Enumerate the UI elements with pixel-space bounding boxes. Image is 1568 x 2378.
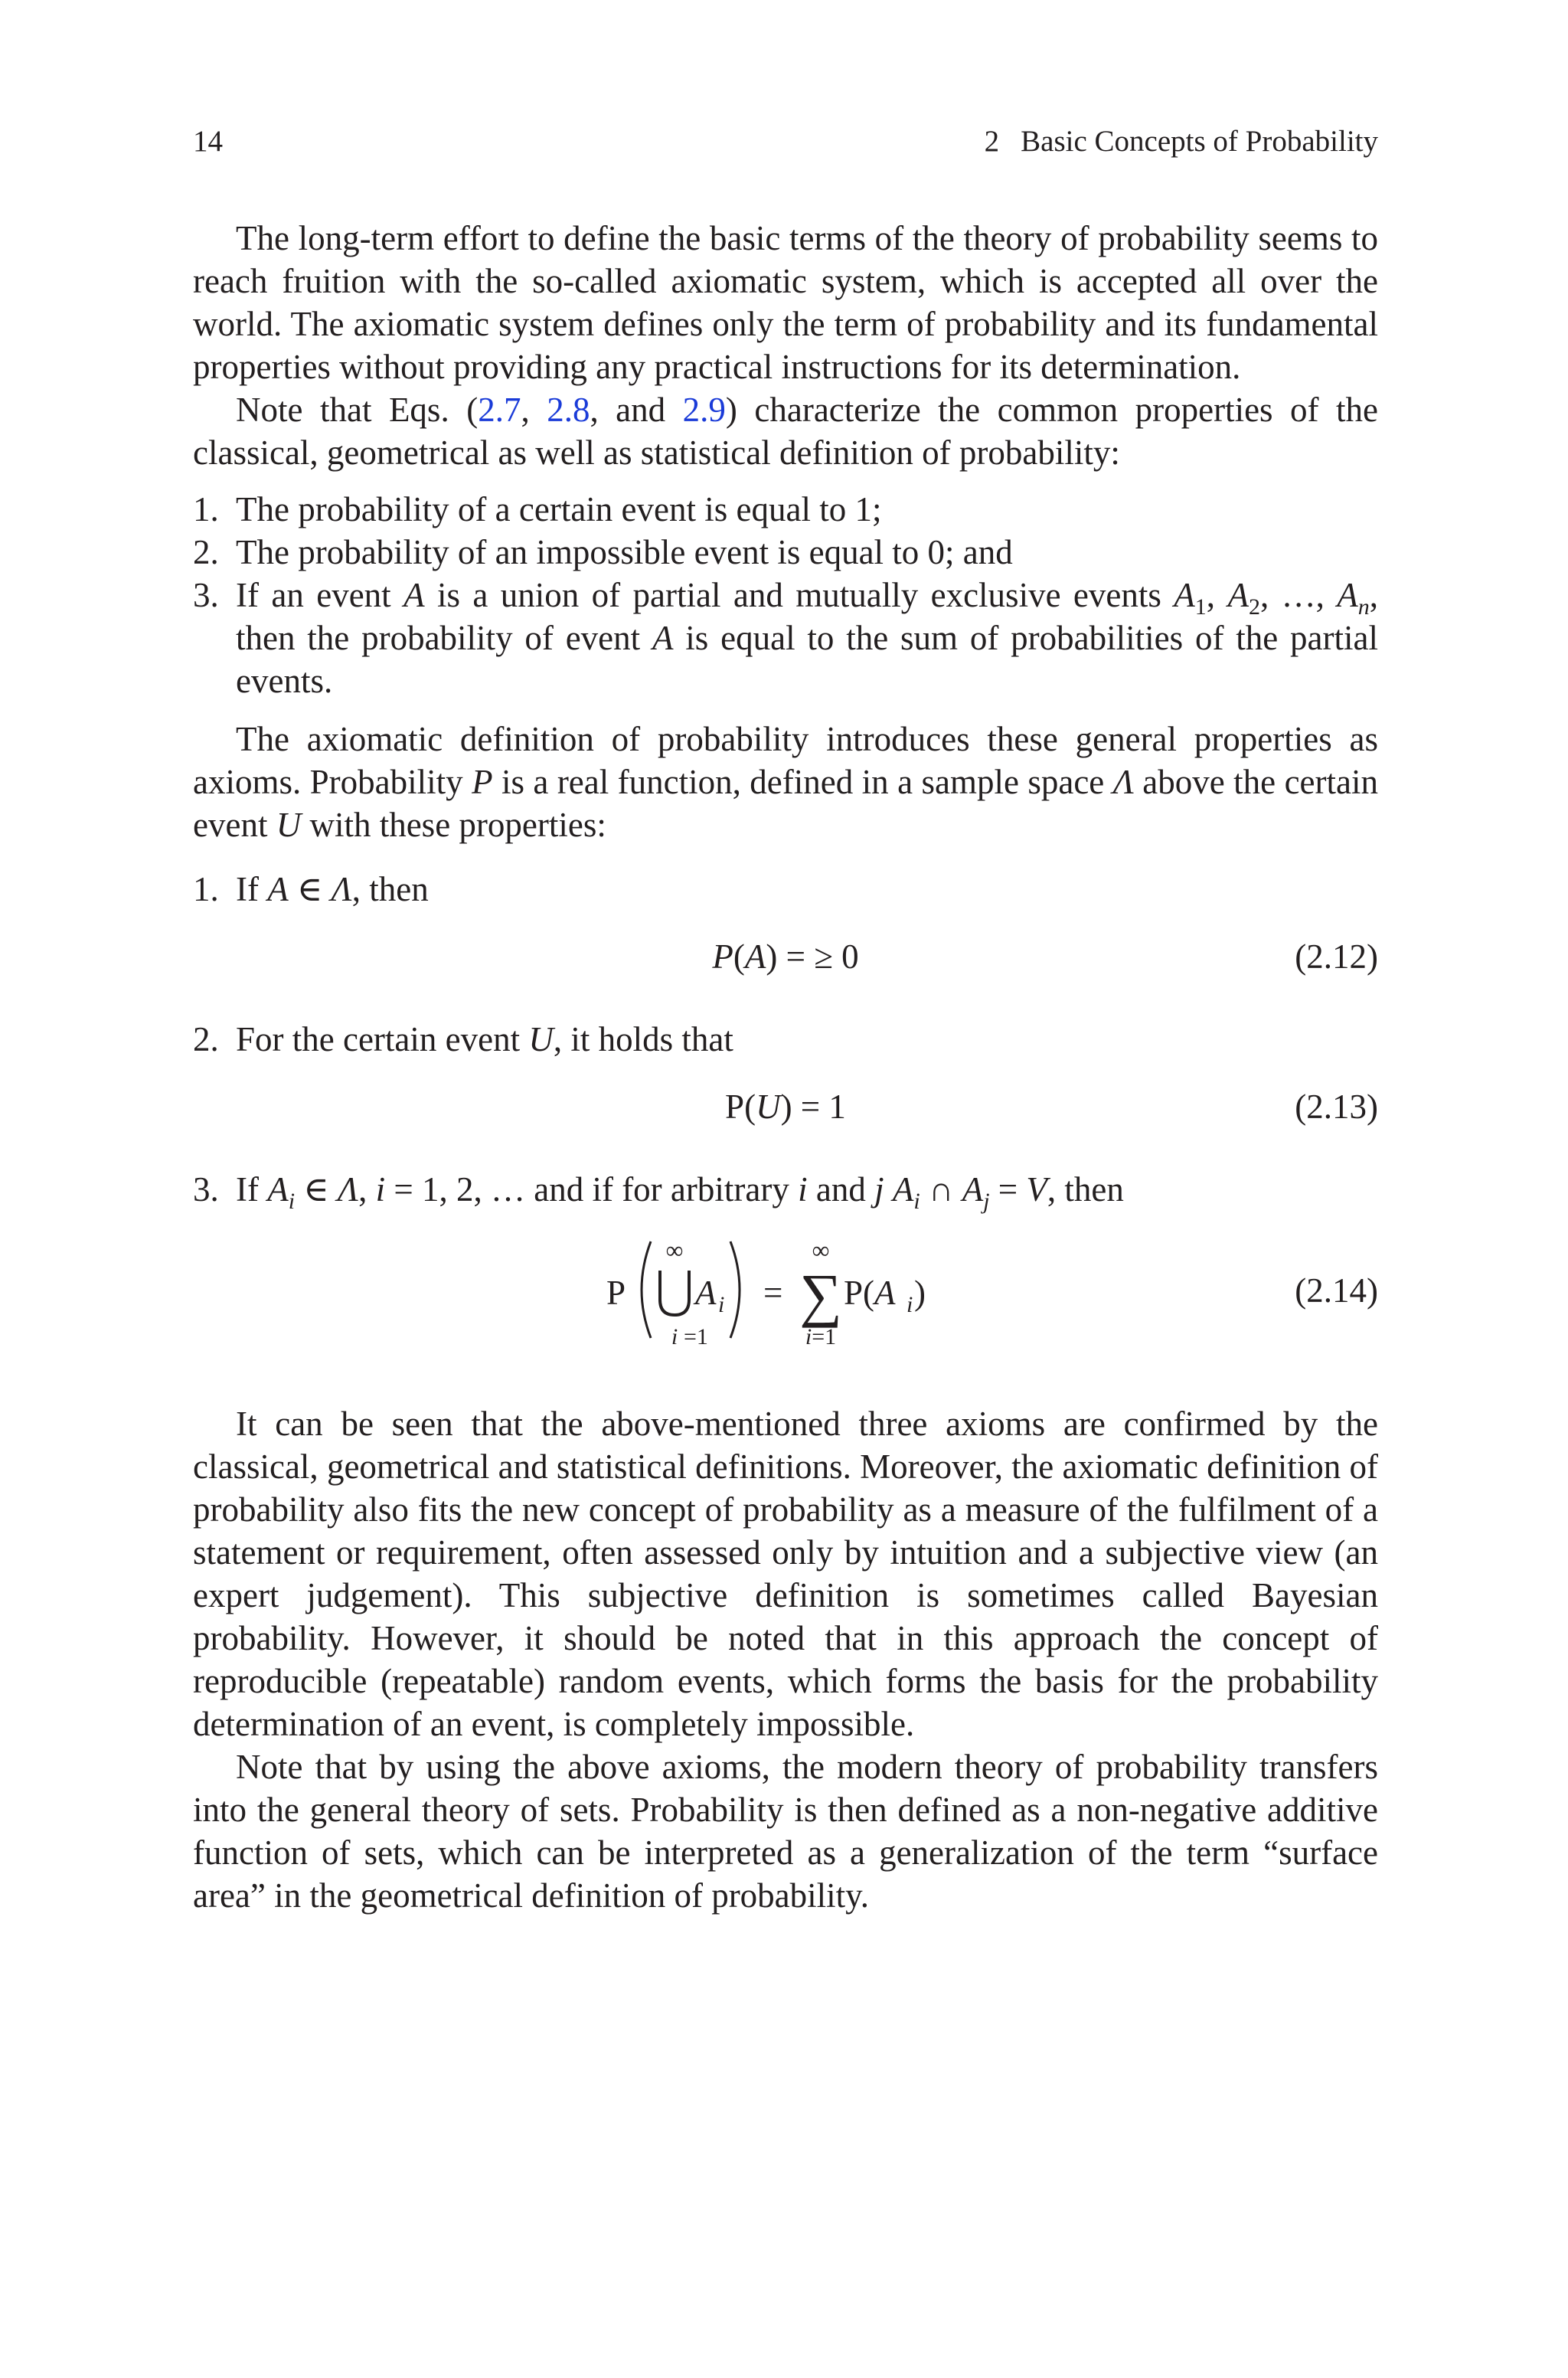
math-variable: j bbox=[874, 1170, 884, 1209]
axiom-1 bbox=[193, 868, 1378, 911]
text-run: is a real function, defined in a sample space bbox=[492, 763, 1113, 801]
main-text bbox=[193, 217, 1378, 1917]
math-inline: A ∈ Λ bbox=[267, 870, 352, 908]
properties-list bbox=[193, 488, 1378, 702]
list-text: and if for arbitrary bbox=[524, 1170, 799, 1209]
chapter-title: Basic Concepts of Probability bbox=[1021, 125, 1378, 158]
svg-text:i: i bbox=[718, 1292, 725, 1317]
svg-text:i: i bbox=[671, 1324, 678, 1349]
svg-text:∞: ∞ bbox=[665, 1236, 684, 1264]
axiom-3 bbox=[193, 1168, 1378, 1214]
equation-2-13 bbox=[193, 1085, 1378, 1128]
paragraph-theory-of-sets: Note that by using the above axioms, the modern theory of probability transfers into the general theory of sets. Probability is then defined as a non-negative additive function of sets, which can be interpreted as a generalization of the term “surface area” in the geometrical definition of probability. bbox=[193, 1748, 1378, 1915]
math-inline: $A_i$ ∩ $A_j = V$ bbox=[892, 1170, 1047, 1214]
math-inline: $A_i$ ∈ Λ, i = 1, 2, … bbox=[267, 1170, 525, 1214]
math-variable: A bbox=[403, 576, 425, 614]
svg-text:P: P bbox=[606, 1274, 626, 1312]
list-number: 1. bbox=[193, 490, 219, 528]
text-run: Note that Eqs. ( bbox=[236, 391, 479, 429]
list-text: is a union of partial and mutually exclusive events bbox=[424, 576, 1174, 614]
equation-number: (2.14) bbox=[1295, 1271, 1378, 1310]
list-item bbox=[193, 531, 1378, 574]
list-text: If bbox=[236, 1170, 268, 1209]
math-variable: i bbox=[798, 1170, 808, 1209]
equation-body: P(U) = 1 bbox=[725, 1088, 846, 1126]
list-number: 1. bbox=[193, 870, 219, 908]
equation-2-14 bbox=[193, 1225, 1378, 1355]
equation-link-2-7[interactable]: 2.7 bbox=[478, 391, 521, 429]
paragraph-axiomatic-system: The long-term effort to define the basic terms of the theory of probability seems to reach fruition with the so-called axiomatic system, which is accepted all over the world. The axiomatic system defines only the term of probability and its fundamental properties without providing any practical instructions for its determination. bbox=[193, 219, 1378, 386]
svg-text:=: = bbox=[763, 1274, 783, 1312]
running-header bbox=[193, 123, 1378, 161]
paragraph-bayesian: It can be seen that the above-mentioned three axioms are confirmed by the classical, geometrical and statistical definitions. Moreover, the axiomatic definition of probability also fits the new concept of probability as a measure of the fulfilment of a statement or requirement, often assessed only by intuition and a subjective view (an expert judgement). This subjective definition is sometimes called Bayesian probability. However, it should be noted that in this approach the concept of reproducible (repeatable) random events, which forms the basis for the probability determination of an event, is completely impossible. bbox=[193, 1405, 1378, 1743]
list-text: and bbox=[807, 1170, 875, 1209]
text-run: The axiomatic definition of probability introduces these general properties as axioms. Probability bbox=[193, 720, 1378, 801]
paragraph-common-properties bbox=[193, 388, 1378, 474]
list-text: , then the probability of event bbox=[236, 576, 1378, 657]
svg-text:A: A bbox=[695, 1274, 717, 1312]
list-text: For the certain event bbox=[236, 1020, 529, 1058]
spacer bbox=[193, 846, 1378, 868]
equation-2-12 bbox=[193, 935, 1378, 978]
list-text: , then bbox=[351, 870, 429, 908]
equation-number: (2.12) bbox=[1295, 937, 1378, 976]
equation-body bbox=[606, 1225, 1142, 1355]
svg-text:i=1: i=1 bbox=[805, 1324, 837, 1349]
math-variable: A bbox=[652, 619, 674, 657]
list-number: 3. bbox=[193, 1170, 219, 1209]
equation-link-2-9[interactable]: 2.9 bbox=[682, 391, 726, 429]
list-text: , then bbox=[1047, 1170, 1124, 1209]
svg-text:i: i bbox=[906, 1292, 913, 1317]
svg-text:∑: ∑ bbox=[799, 1261, 842, 1328]
text-run: ) characterize the common properties of the classical, geometrical as well as statistical definition of probability: bbox=[193, 391, 1379, 472]
list-item bbox=[193, 488, 1378, 531]
paragraph-axiomatic-definition bbox=[193, 718, 1378, 846]
list-number: 2. bbox=[193, 533, 219, 571]
svg-text:∞: ∞ bbox=[812, 1236, 830, 1264]
page-number: 14 bbox=[193, 125, 223, 158]
list-text: , it holds that bbox=[553, 1020, 733, 1058]
math-variable: Λ bbox=[1112, 763, 1134, 801]
running-title bbox=[985, 123, 1378, 161]
math-variable: U bbox=[528, 1020, 554, 1058]
chapter-number: 2 bbox=[984, 125, 1000, 158]
equation-body: P(A) = ≥ 0 bbox=[712, 937, 859, 976]
text-run: above the certain event bbox=[193, 763, 1378, 844]
list-text: If an event bbox=[236, 576, 404, 614]
list-text: The probability of a certain event is equal to 1; bbox=[236, 490, 882, 528]
svg-text:P(A: P(A bbox=[844, 1274, 896, 1312]
svg-text:=1: =1 bbox=[684, 1324, 708, 1349]
list-text: If bbox=[236, 870, 268, 908]
equation-link-2-8[interactable]: 2.8 bbox=[547, 391, 590, 429]
text-run: , and bbox=[590, 391, 683, 429]
svg-text:): ) bbox=[914, 1274, 926, 1312]
math-event-sequence: $A_1$, $A_2$, …, $A_n$ bbox=[1174, 576, 1370, 620]
list-item bbox=[193, 574, 1378, 702]
math-variable: U bbox=[276, 806, 302, 844]
text-run: with these properties: bbox=[301, 806, 606, 844]
text-run: , bbox=[521, 391, 547, 429]
list-text: is equal to the sum of probabilities of the partial events. bbox=[236, 619, 1378, 700]
math-variable: P bbox=[472, 763, 493, 801]
list-number: 2. bbox=[193, 1020, 219, 1058]
list-text: The probability of an impossible event is equal to 0; and bbox=[236, 533, 1013, 571]
list-number: 3. bbox=[193, 576, 219, 614]
equation-number: (2.13) bbox=[1295, 1088, 1378, 1126]
axiom-2 bbox=[193, 1018, 1378, 1061]
